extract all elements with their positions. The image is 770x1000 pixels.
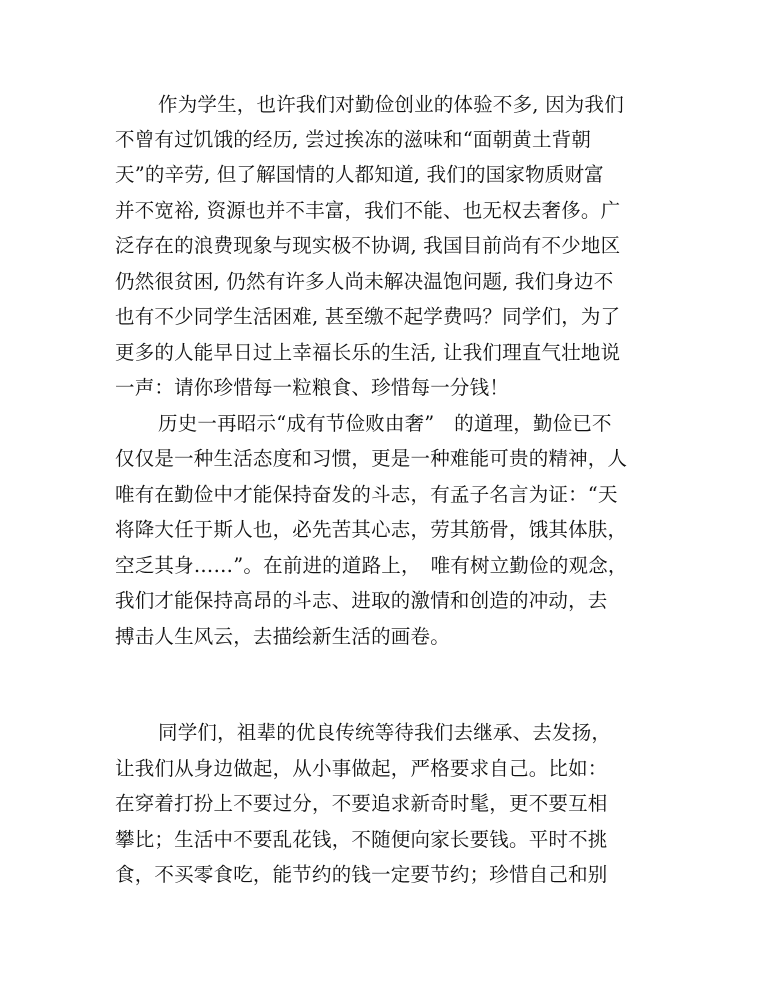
- text-line: 食，不买零食吃，能节约的钱一定要节约；珍惜自己和别: [115, 863, 608, 886]
- text-line: 攀比；生活中不要乱花钱，不随便向家长要钱。平时不挑: [115, 828, 608, 851]
- text-line: 唯有在勤俭中才能保持奋发的斗志，有孟子名言为证：“天: [115, 483, 618, 506]
- text-line: 在穿着打扮上不要过分，不要追求新奇时髦，更不要互相: [115, 792, 608, 815]
- text-line: 一声：请你珍惜每一粒粮食、珍惜每一分钱！: [115, 376, 510, 399]
- text-line: 作为学生，也许我们对勤俭创业的体验不多, 因为我们: [158, 93, 624, 116]
- text-line: 搏击人生风云，去描绘新生活的画卷。: [115, 625, 450, 648]
- text-line: 仅仅是一种生活态度和习惯，更是一种难能可贵的精神，人: [115, 447, 628, 470]
- text-line: 将降大任于斯人也，必先苦其心志，劳其筋骨，饿其体肤，: [115, 518, 628, 541]
- text-line: 泛存在的浪费现象与现实极不协调, 我国目前尚有不少地区: [115, 234, 621, 257]
- text-line: 天”的辛劳, 但了解国情的人都知道, 我们的国家物质财富: [115, 163, 604, 186]
- text-line: 不曾有过饥饿的经历, 尝过挨冻的滋味和“面朝黄土背朝: [115, 128, 592, 151]
- text-line: 也有不少同学生活困难, 甚至缴不起学费吗？同学们，为了: [115, 305, 621, 328]
- text-line: 空乏其身……”。在前进的道路上， 唯有树立勤俭的观念，: [115, 554, 628, 577]
- text-line: 我们才能保持高昂的斗志、进取的激情和创造的冲动，去: [115, 589, 608, 612]
- text-line: 仍然很贫困, 仍然有许多人尚未解决温饱问题, 我们身边不: [115, 270, 614, 293]
- text-line: 历史一再昭示“成有节俭败由奢” 的道理，勤俭已不: [158, 412, 612, 435]
- text-line: 并不宽裕, 资源也并不丰富，我们不能、也无权去奢侈。广: [115, 199, 621, 222]
- text-line: 让我们从身边做起，从小事做起，严格要求自己。比如：: [115, 757, 608, 780]
- text-line: 同学们，祖辈的优良传统等待我们去继承、去发扬，: [158, 721, 612, 744]
- text-line: 更多的人能早日过上幸福长乐的生活, 让我们理直气壮地说: [115, 341, 621, 364]
